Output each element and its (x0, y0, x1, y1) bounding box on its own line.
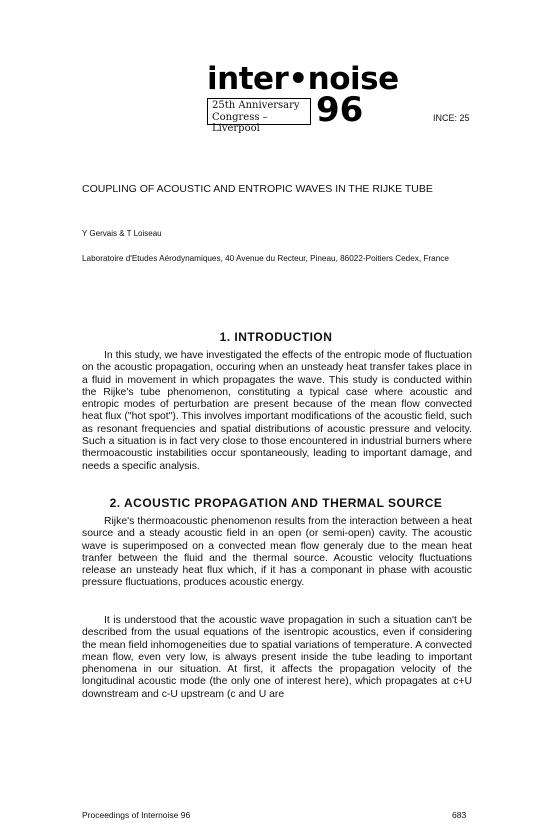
paragraph-introduction: In this study, we have investigated the effects of the entropic mode of fluctuation on the acoustic propagation, occuring when an unsteady heat transfer takes place in a fluid in movement in which propagates the wave. This study is conducted within the Rijke's tube phenomenon, constituting a typical case where acoustic and entropic modes of perturbation are present because of the mean flow convected heat flux ("hot spot"). This involves important modifications of the acoustic field, such as resonant frequencies and spatial distributions of acoustic pressure and velocity. Such a situation is in fact very close to those encountered in industrial burners where thermoacoustic instabilities occur spontaneously, leading to important damage, and needs a specific analysis. (82, 350, 472, 472)
paragraph-wave-propagation: It is understood that the acoustic wave propagation in such a situation can't be described from the usual equations of the isentropic acoustics, even if considering the mean field inhomogeneities due to spatial variations of temperature. A convected mean flow, even very low, is always present inside the tube leading to important phenomena in our situation. At first, it affects the propagation velocity of the longitudinal acoustic mode (the only one of interest here), which propagates at c+U downstream and c-U upstream (c and U are (82, 615, 472, 700)
logo-wordmark: inter•noise (207, 61, 399, 97)
page-number: 683 (452, 810, 467, 820)
conference-logo (207, 61, 399, 134)
paragraph-rijke-phenomenon: Rijke's thermoacoustic phenomenon results from the interaction between a heat source and a steady acoustic field in an open (or semi-open) cavity. The acoustic wave is superimposed on a convected mean flow generaly due to the mean heat tranfer between the fluid and the thermal source. Acoustic velocity fluctuations release an unsteady heat flux which, if it has a componant in phase with acoustic pressure fluctuations, produces acoustic energy. (82, 516, 472, 589)
logo-year: 96 (316, 90, 364, 130)
paper-title: COUPLING OF ACOUSTIC AND ENTROPIC WAVES IN THE RIJKE TUBE (82, 183, 433, 195)
logo-anniversary-line1: 25th Anniversary (212, 100, 300, 111)
paper-authors: Y Gervais & T Loiseau (82, 229, 162, 238)
logo-anniversary-box (207, 98, 311, 134)
section-heading-introduction: 1. INTRODUCTION (219, 330, 333, 344)
author-affiliation: Laboratoire d'Etudes Aérodynamiques, 40 Avenue du Recteur, Pineau, 86022-Poitiers Cedex, France (82, 254, 449, 263)
logo-anniversary-line2: Congress – Liverpool (212, 111, 268, 134)
footer-proceedings: Proceedings of Internoise 96 (82, 810, 191, 820)
section-heading-acoustic-propagation: 2. ACOUSTIC PROPAGATION AND THERMAL SOURCE (109, 496, 443, 510)
paper-code: INCE: 25 (433, 113, 470, 123)
